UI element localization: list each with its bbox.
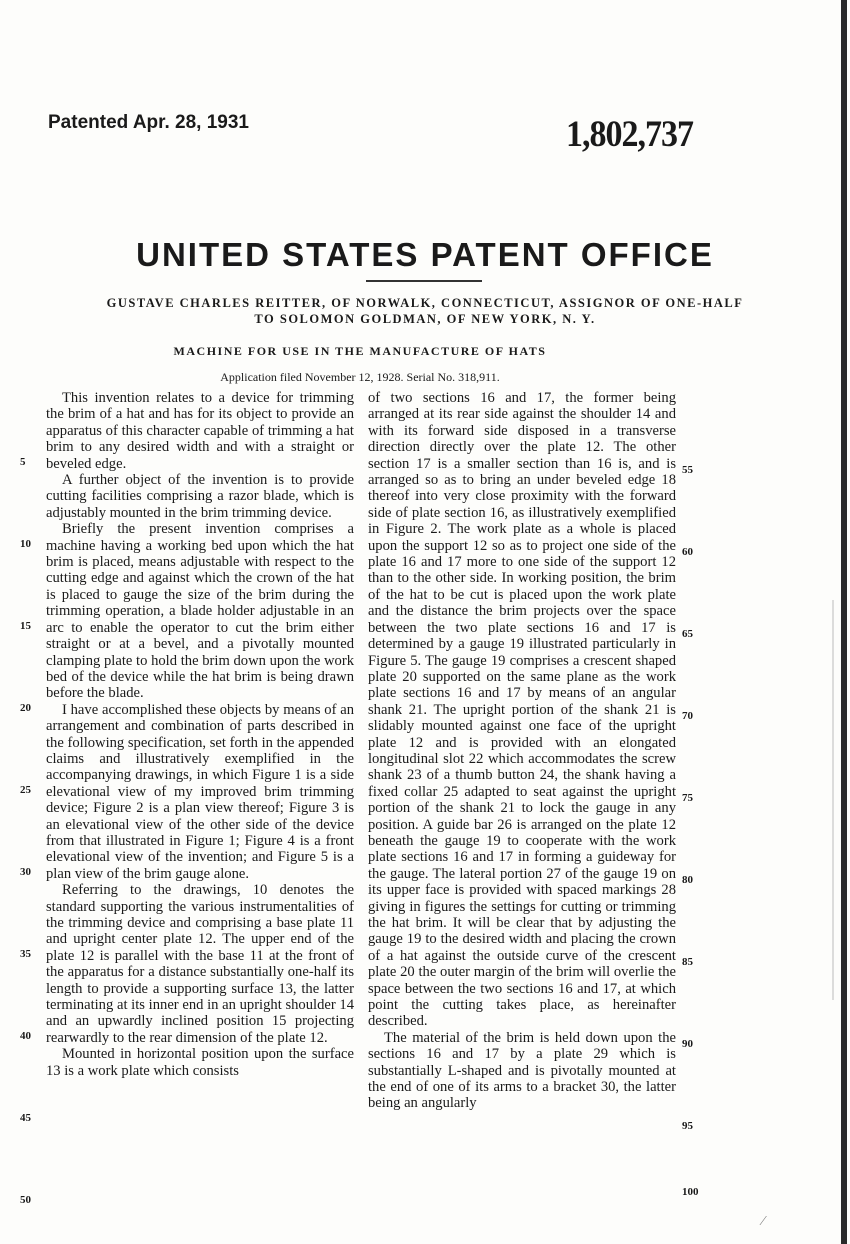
heading-rule — [366, 280, 482, 282]
right-paragraph: The material of the brim is held down upon the sections 16 and 17 by a plate 29 which is substantially L-shaped and is pivotally mounted at the end of one of its arms to a bracket 30, the latter being an angularly — [368, 1029, 676, 1112]
line-number: 25 — [20, 784, 31, 796]
inventor-line-1: GUSTAVE CHARLES REITTER, OF NORWALK, CONNECTICUT, ASSIGNOR OF ONE-HALF — [106, 296, 744, 310]
line-number: 10 — [20, 538, 31, 550]
left-paragraph: I have accomplished these objects by means of an arrangement and combination of parts described in the following specification, set forth in the appended claims and illustratively exemplified in the accompanying drawings, in which Figure 1 is a side elevational view of my improved brim trimming device; Figure 2 is a plan view thereof; Figure 3 is an elevational view of the other side of the device from that illustrated in Figure 1; Figure 4 is a front elevational view of the invention; and Figure 5 is a plan view of the brim gauge alone. — [46, 701, 355, 882]
line-number: 100 — [682, 1186, 699, 1198]
line-number: 70 — [682, 710, 693, 722]
right-paragraph: of two sections 16 and 17, the former being arranged at its rear side against the shoulder 14 and with its forward side disposed in a transverse direction directly over the plate 12. The other section 17 is a smaller section than 16 is, and is arranged so as to bring an under beveled edge 18 thereof into very close proximity with the forward side of plate section 16, as illustratively exemplified in Figure 2. The work plate as a whole is placed upon the support 12 so as to project one side of the plate 16 and 17 more to one side of the support 12 than to the other side. In working position, the brim of the hat to be cut is placed upon the work plate and the distance the brim projects over the space between the two plate sections 16 and 17 is determined by a gauge 19 illustrated particularly in Figure 5. The gauge 19 comprises a crescent shaped plate 20 supported on the same plane as the work plate sections 16 and 17 by means of an angular shank 21. The upright portion of the shank 21 is slidably mounted against one face of the upright plate 12 and is provided with an elongated longitudinal slot 22 which accommodates the screw shank 23 of a thumb button 24, the shank having a fixed collar 25 adapted to seat against the upright portion of the shank 21 to lock the gauge in any position. A guide bar 26 is arranged on the plate 12 beneath the gauge 19 to cooperate with the work plate sections 16 and 17 in forming a guideway for the gauge. The lateral portion 27 of the gauge 19 on its upper face is provided with spaced markings 28 giving in figures the settings for cutting or trimming the hat brim. It will be clear that by adjusting the gauge 19 to the desired width and placing the crown of a hat against the outside curve of the crescent plate 20 the outer margin of the brim will overlie the space between the two sections 16 and 17, at which point the cutting takes place, as hereinafter described. — [368, 390, 676, 1030]
line-number: 35 — [20, 948, 31, 960]
left-column — [46, 390, 354, 1079]
line-number: 5 — [20, 456, 26, 468]
scan-edge-bar — [841, 0, 847, 1244]
line-number: 50 — [20, 1194, 31, 1206]
line-number: 65 — [682, 628, 693, 640]
left-paragraph: Briefly the present invention comprises a machine having a working bed upon which the hat brim is placed, means adjustable with respect to the cutting edge and against which the crown of the hat is placed to gauge the size of the brim during the trimming operation, a blade holder adjustable in an arc to enable the operator to cut the brim either straight or at a bevel, and a pivotally mounted clamping plate to hold the brim down upon the work bed of the device while the hat brim is being drawn before the blade. — [46, 521, 354, 702]
line-number: 55 — [682, 464, 693, 476]
right-column — [368, 390, 676, 1112]
left-paragraph: Mounted in horizontal position upon the surface 13 is a work plate which consists — [46, 1046, 354, 1079]
line-number: 85 — [682, 956, 693, 968]
patent-number: 1,802,737 — [566, 114, 693, 155]
line-number: 15 — [20, 620, 31, 632]
inventor-line-2: TO SOLOMON GOLDMAN, OF NEW YORK, N. Y. — [254, 312, 596, 326]
application-filed: Application filed November 12, 1928. Serial No. 318,911. — [220, 370, 500, 384]
left-paragraph: Referring to the drawings, 10 denotes the standard supporting the various instrumentalities of the trimming device and comprising a base plate 11 and upright center plate 12. The upper end of the plate 12 is parallel with the base 11 at the front of the apparatus for a distance substantially one-half its length to provide a supporting surface 13, the latter terminating at its inner end in an upright shoulder 14 and an upwardly inclined position 15 projecting rearwardly to the rear dimension of the plate 12. — [46, 882, 354, 1046]
line-number: 20 — [20, 702, 31, 714]
line-number: 80 — [682, 874, 693, 886]
stray-pencil-mark: ⁄ — [762, 1214, 765, 1229]
invention-title: MACHINE FOR USE IN THE MANUFACTURE OF HATS — [173, 344, 547, 358]
patent-date: Patented Apr. 28, 1931 — [48, 112, 250, 133]
line-number: 40 — [20, 1030, 31, 1042]
line-number: 95 — [682, 1120, 693, 1132]
line-number: 45 — [20, 1112, 31, 1124]
line-number: 60 — [682, 546, 693, 558]
left-paragraph: A further object of the invention is to provide cutting facilities comprising a razor blade, which is adjustably mounted in the brim trimming device. — [46, 472, 354, 521]
line-number: 75 — [682, 792, 693, 804]
scan-artifact-line — [832, 600, 834, 1000]
line-number: 30 — [20, 866, 31, 878]
office-heading: UNITED STATES PATENT OFFICE — [136, 236, 714, 273]
line-number: 90 — [682, 1038, 693, 1050]
left-paragraph: This invention relates to a device for trimming the brim of a hat and has for its object to provide an apparatus of this character capable of trimming a hat brim to any desired width and with a straight or beveled edge. — [46, 390, 354, 472]
